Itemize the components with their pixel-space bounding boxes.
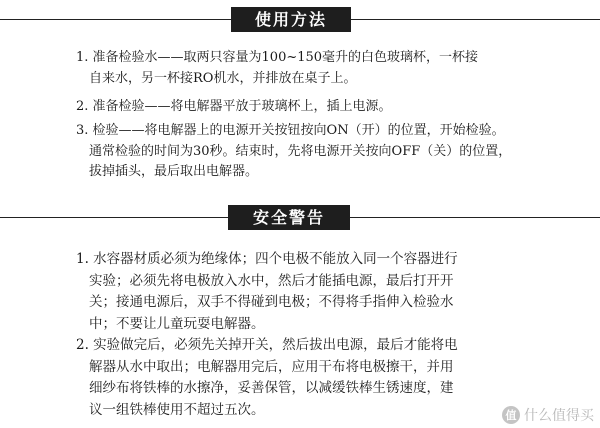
safety-item-2-line-4: 议一组铁棒使用不超过五次。	[89, 401, 265, 418]
safety-item-1-line-2: 实验；必须先将电极放入水中，然后才能插电源，最后打开开	[89, 272, 454, 289]
usage-item-2-line-1: 2. 准备检验——将电解器平放于玻璃杯上，插上电源。	[76, 99, 392, 114]
safety-item-1-line-3: 关；接通电源后，双手不得碰到电极；不得将手指伸入检验水	[89, 294, 454, 311]
usage-item-3	[76, 121, 511, 183]
usage-item-1-line-1: 1. 准备检验水——取两只容量为100~150毫升的白色玻璃杯，一杯接	[76, 50, 479, 65]
safety-item-2-line-1: 2. 实验做完后，必须先关掉开关，然后拔出电源，最后才能将电	[76, 337, 458, 353]
usage-item-1-line-2: 自来水，另一杯接RO机水，并排放在桌子上。	[89, 71, 357, 86]
usage-item-1	[76, 47, 478, 89]
usage-item-3-line-3: 拔掉插头，最后取出电解器。	[89, 164, 259, 179]
watermark-text: 什么值得买	[524, 408, 594, 424]
usage-section-title: 使用方法	[231, 7, 351, 32]
watermark-logo-icon: 值	[502, 406, 520, 424]
usage-item-3-line-2: 通常检验的时间为30秒。结束时，先将电源开关按向OFF（关）的位置，	[89, 143, 512, 159]
safety-item-1	[76, 249, 458, 335]
safety-item-2	[76, 335, 458, 421]
safety-item-2-line-3: 细纱布将铁棒的水擦净，妥善保管，以减缓铁棒生锈速度，建	[89, 380, 454, 397]
usage-item-3-line-1: 3. 检验——将电解器上的电源开关按钮按向ON（开）的位置，开始检验。	[76, 123, 505, 138]
safety-item-1-line-1: 1. 水容器材质必须为绝缘体；四个电极不能放入同一个容器进行	[76, 251, 458, 267]
usage-item-2	[76, 96, 392, 117]
safety-section-title: 安全警告	[228, 205, 350, 230]
safety-item-1-line-4: 中；不要让儿童玩耍电解器。	[89, 315, 265, 332]
watermark	[502, 405, 594, 425]
safety-item-2-line-2: 解器从水中取出；电解器用完后，应用干布将电极擦干，并用	[89, 358, 454, 375]
